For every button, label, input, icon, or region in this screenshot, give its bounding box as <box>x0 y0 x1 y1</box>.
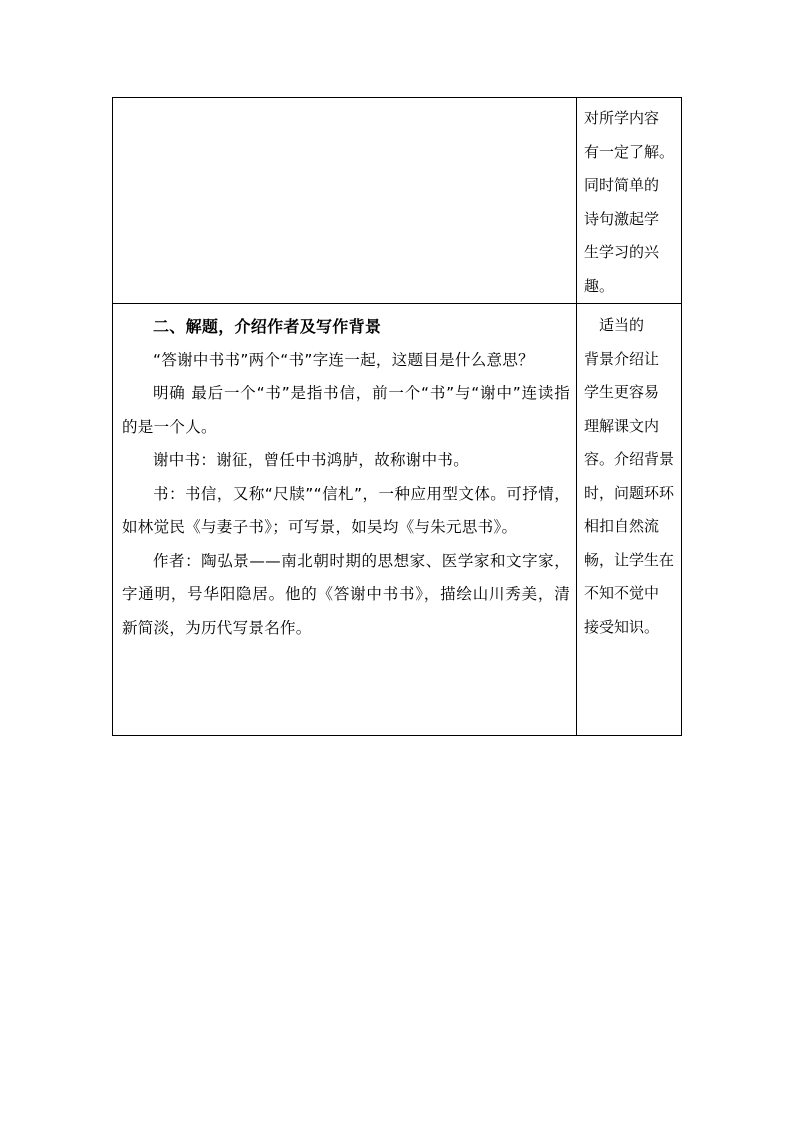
design-intent-cell <box>577 98 682 304</box>
side-line: 学生更容易 <box>584 383 660 401</box>
paragraph-title-question: “答谢中书书”两个“书”字连一起，这题目是什么意思？ <box>153 350 534 369</box>
side-line: 相扣自然流 <box>584 517 660 535</box>
side-line: 不知不觉中 <box>584 584 660 602</box>
paragraph-author: 作者：陶弘景——南北朝时期的思想家、医学家和文字家，字通明，号华阳隐居。他的《答谢中书书》，描绘山川秀美，清新简淡，为历代写景名作。 <box>122 551 570 637</box>
table-row <box>113 98 682 304</box>
side-line: 畅，让学生在 <box>584 550 675 569</box>
content-cell <box>113 304 577 736</box>
side-line: 同时简单的 <box>584 176 660 194</box>
side-line: 容。介绍背景 <box>584 450 675 468</box>
side-line: 有一定了解。 <box>584 142 675 161</box>
side-line: 理解课文内 <box>584 416 660 435</box>
paragraph-shu-definition: 书：书信，又称“尺牍”“信札”，一种应用型文体。可抒情，如林觉民《与妻子书》；可写景，如吴均《与朱元思书》。 <box>122 484 570 536</box>
content-cell-empty <box>113 98 577 304</box>
lesson-plan-table <box>112 97 682 736</box>
side-line: 适当的 <box>584 316 645 334</box>
paragraph-xie-zhongshu: 谢中书：谢征，曾任中书鸿胪，故称谢中书。 <box>153 451 470 469</box>
table-row <box>113 304 682 736</box>
side-line: 趣。 <box>584 276 615 295</box>
paragraph-answer: 明确 最后一个“书”是指书信，前一个“书”与“谢中”连读指的是一个人。 <box>122 384 570 436</box>
side-line: 生学习的兴 <box>584 243 660 261</box>
section-heading: 二、解题，介绍作者及写作背景 <box>153 317 382 336</box>
side-line: 对所学内容 <box>584 109 660 127</box>
side-line: 时，问题环环 <box>584 483 675 502</box>
side-line: 诗句激起学 <box>584 209 660 228</box>
side-line: 背景介绍让 <box>584 349 660 368</box>
design-intent-cell <box>577 304 682 736</box>
side-line: 接受知识。 <box>584 617 660 636</box>
